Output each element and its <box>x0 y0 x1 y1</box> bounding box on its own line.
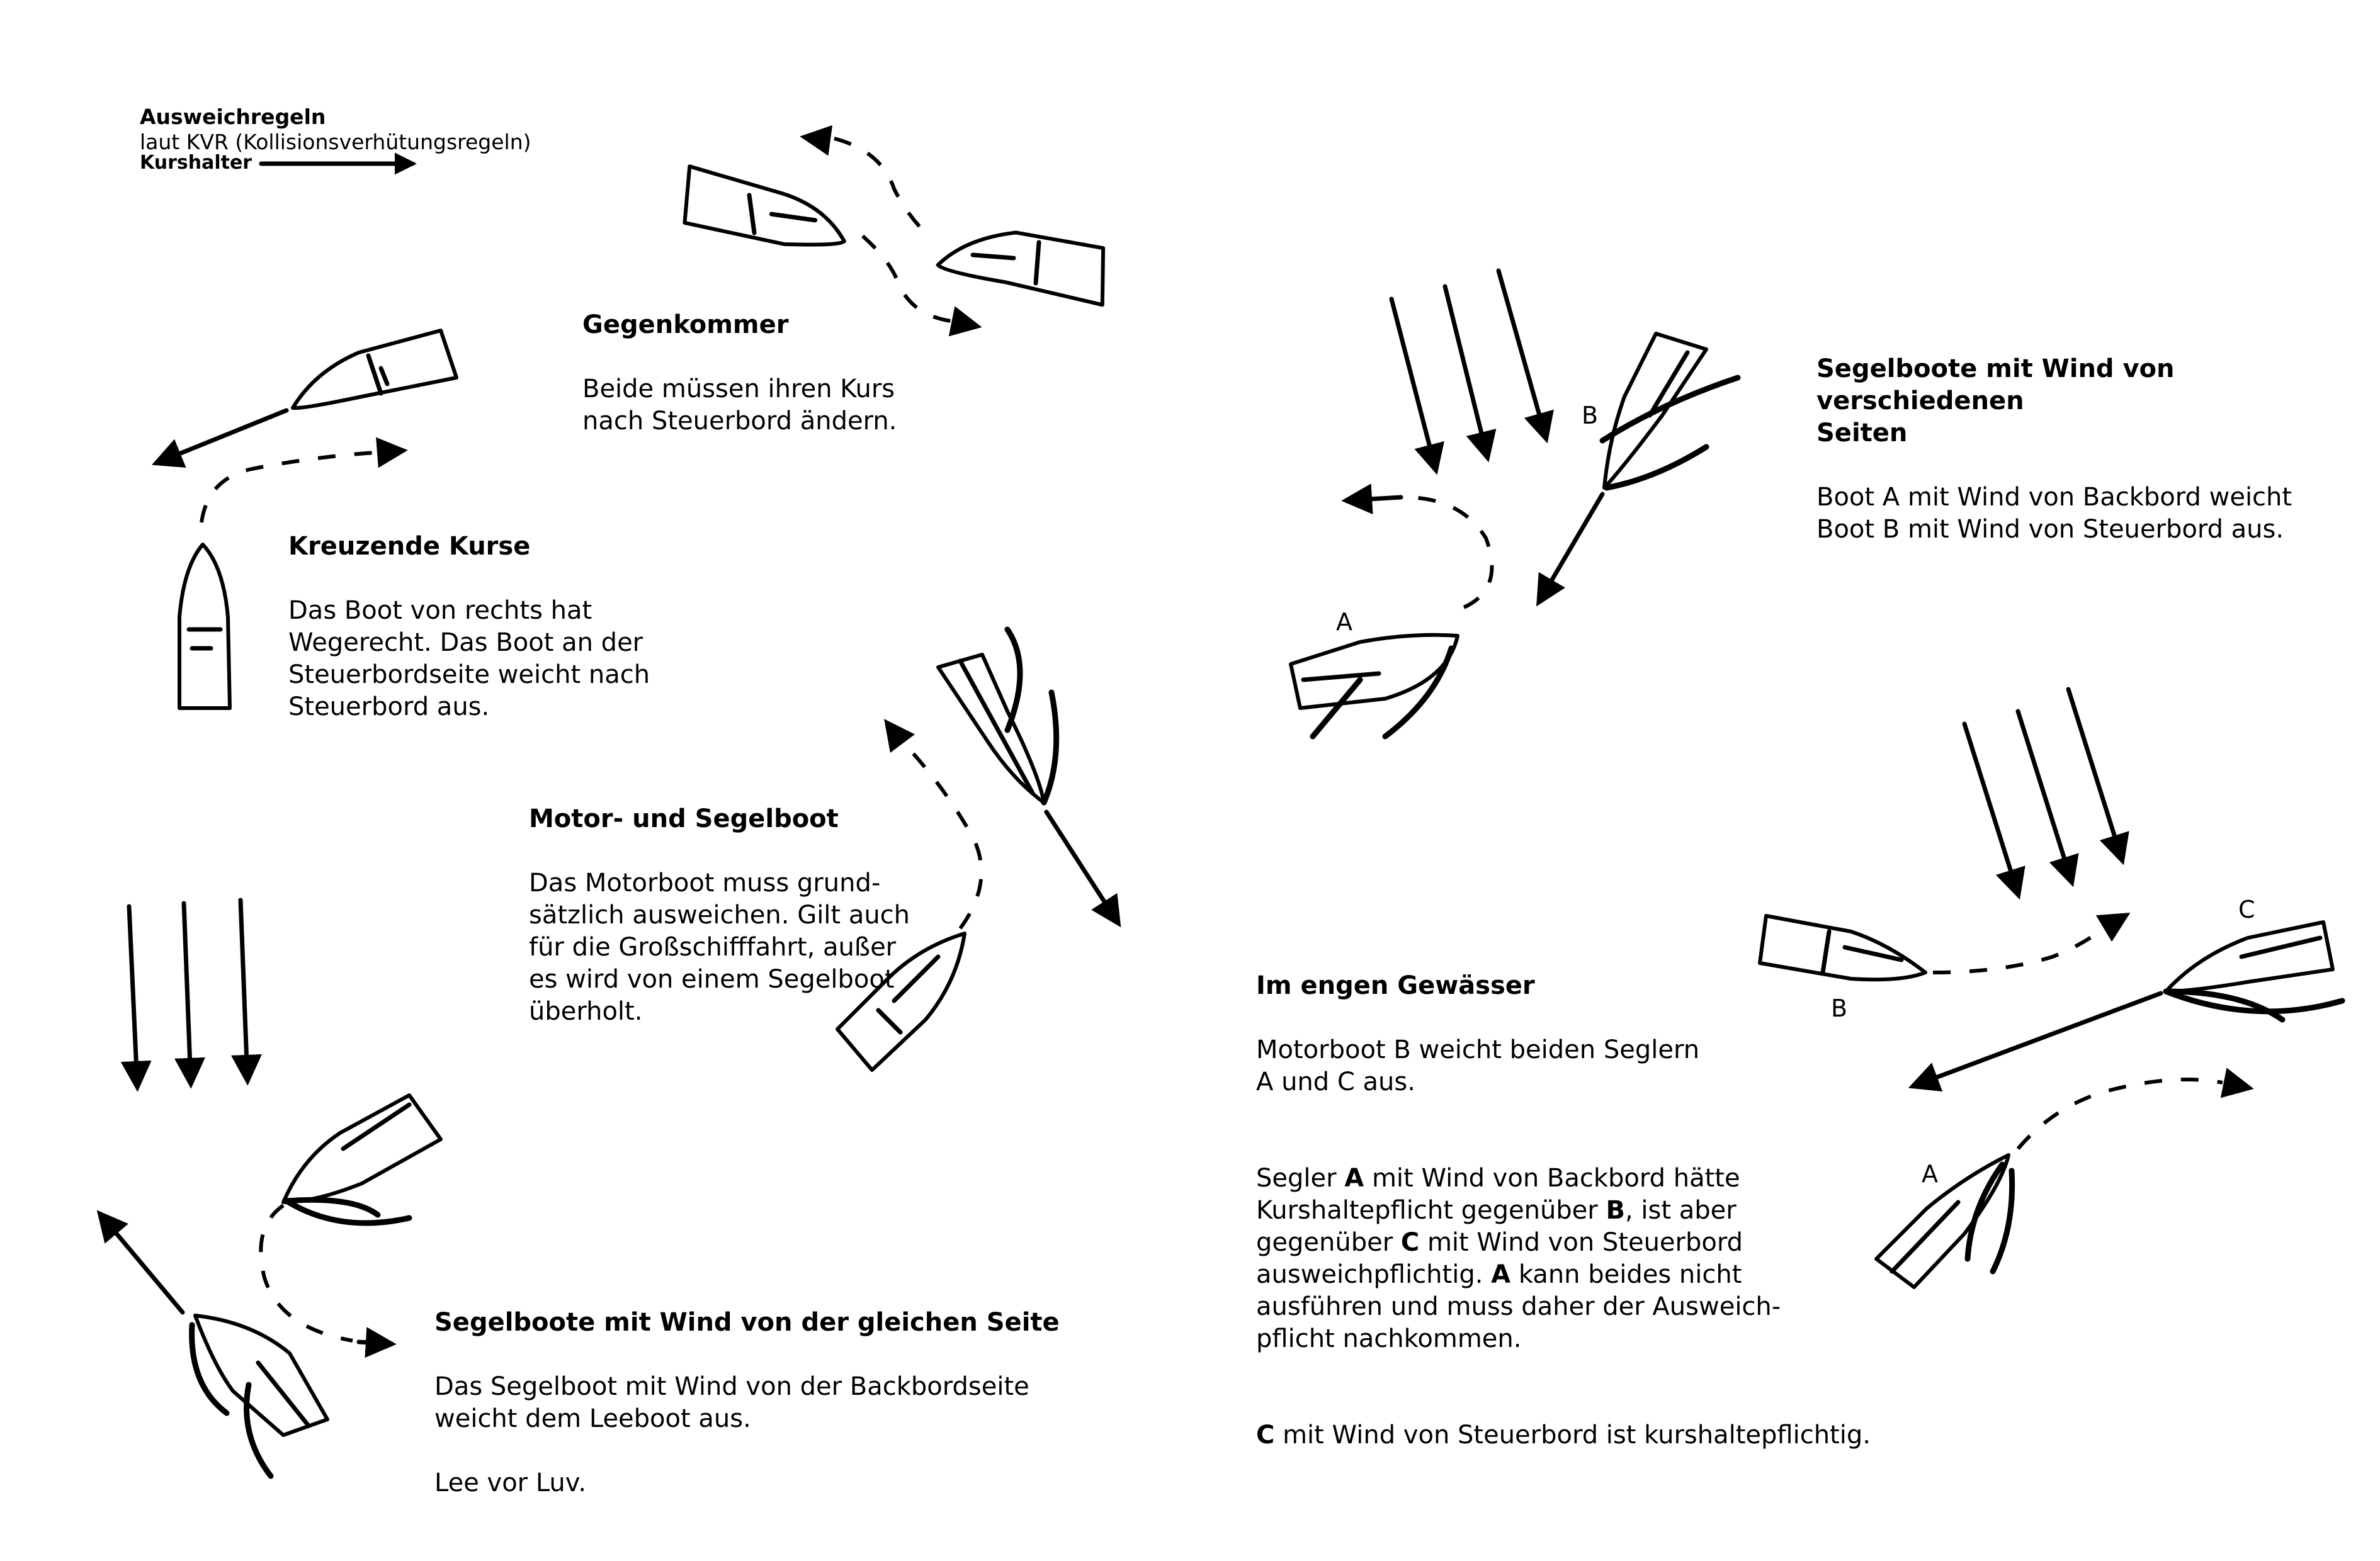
verschieden-dashed-course-a <box>1404 497 1492 607</box>
text-run: kann beides nicht ausführen und muss daher der Ausweich- pflicht nachkommen. <box>1256 1260 1781 1353</box>
engen-segler-c <box>2166 922 2342 1020</box>
page-title-rest: laut KVR (Kollisionsverhütungsregeln) <box>140 130 531 154</box>
wind-arrow-7 <box>1964 724 2018 894</box>
verschieden-arrow-b <box>1539 494 1602 601</box>
section-title: Segelboote mit Wind von verschiedenen Seiten <box>1816 354 2175 448</box>
gleiche-seite-luvboot <box>192 1316 327 1476</box>
section-title: Gegenkommer <box>582 310 789 339</box>
section-body: Das Motorboot muss grund- sätzlich ausweichen. Gilt auch für die Großschifffahrt, außer es wird von einem Segelboot überholt. <box>529 869 910 1026</box>
section-engen-gewaesser <box>1256 938 1871 1451</box>
motor-segel-dashed-course <box>904 743 982 928</box>
boat-label-a: A <box>1922 1160 1938 1188</box>
kreuzende-boat-upper <box>293 330 456 408</box>
wind-arrow-8 <box>2018 711 2071 881</box>
gleiche-seite-arrow-luvboot <box>101 1215 183 1312</box>
text-run: mit Wind von Steuerbord ist kurshaltepflichtig. <box>1274 1421 1871 1450</box>
wind-arrow-2 <box>184 903 191 1083</box>
boat-label-b: B <box>1831 995 1848 1022</box>
section-body: Das Boot von rechts hat Wegerecht. Das Boot an der Steuerbordseite weicht nach Steuerbord aus. <box>288 596 650 721</box>
text-run: , ist aber gegenüber <box>1256 1196 1737 1257</box>
kreuzende-arrow-left <box>157 410 286 463</box>
wind-arrow-3 <box>241 900 247 1079</box>
gegenkommer-boat-left <box>684 166 850 249</box>
section-paragraph-3 <box>1256 1421 1871 1450</box>
text-run-bold: B <box>1606 1196 1625 1225</box>
verschieden-boat-a <box>1291 635 1458 736</box>
section-paragraph-2 <box>1256 1164 1781 1353</box>
section-title: Motor- und Segelboot <box>529 804 839 833</box>
section-body: Boot A mit Wind von Backbord weicht Boot B mit Wind von Steuerbord aus. <box>1816 483 2292 544</box>
wind-arrow-4 <box>1391 299 1436 469</box>
page-title-bold: Ausweichregeln <box>140 104 326 129</box>
wind-arrow-6 <box>1499 271 1546 437</box>
text-run: mit Wind von Backbord hätte Kurshaltepflicht gegenüber <box>1256 1164 1740 1225</box>
legend-label: Kurshalter <box>140 152 252 174</box>
section-body: Beide müssen ihren Kurs nach Steuerbord ändern. <box>582 375 897 436</box>
section-title: Segelboote mit Wind von der gleichen Seite <box>434 1308 1060 1337</box>
verschieden-boat-b <box>1602 334 1738 488</box>
boat-label-b: B <box>1582 402 1599 429</box>
boat-label-a: A <box>1336 608 1352 636</box>
section-kreuzende-kurse <box>288 499 650 723</box>
section-motor-segelboot <box>529 771 910 1028</box>
text-run-bold: A <box>1344 1164 1364 1193</box>
kreuzende-boat-lower <box>179 544 230 708</box>
section-title: Im engen Gewässer <box>1256 971 1535 1000</box>
wind-arrow-1 <box>129 906 137 1086</box>
section-title: Kreuzende Kurse <box>288 532 531 561</box>
section-paragraph-1: Motorboot B weicht beiden Seglern A und C aus. <box>1256 1035 1700 1096</box>
text-run: Segler <box>1256 1164 1345 1193</box>
text-run-bold: C <box>1400 1228 1420 1257</box>
engen-dashed-course-b <box>1933 928 2103 972</box>
text-run-bold: A <box>1491 1260 1511 1289</box>
motor-segel-arrow-kurshalter <box>1046 812 1118 922</box>
section-body: Das Segelboot mit Wind von der Backbordseite weicht dem Leeboot aus. Lee vor Luv. <box>434 1372 1029 1497</box>
gleiche-seite-dashed-course <box>261 1205 353 1341</box>
engen-arrow-b <box>1914 993 2161 1086</box>
section-verschiedene-seiten <box>1816 321 2380 546</box>
gegenkommer-boat-right <box>936 227 1107 305</box>
text-run: mit Wind von Steuerbord ausweichpflichtig. <box>1256 1228 1743 1289</box>
gegenkommer-dashed-course-top <box>834 138 926 233</box>
text-run-bold: C <box>1256 1421 1275 1450</box>
section-gleiche-seite <box>434 1275 1060 1499</box>
engen-dashed-course-a <box>2018 1079 2223 1149</box>
page-title <box>140 79 531 155</box>
boat-label-c: C <box>2238 896 2255 923</box>
section-gegenkommer <box>582 277 897 437</box>
motor-segel-sailboat <box>938 629 1057 803</box>
gleiche-seite-leeboot <box>283 1095 441 1223</box>
wind-arrow-9 <box>2068 689 2122 859</box>
engen-segler-a <box>1876 1155 2012 1287</box>
wind-arrow-5 <box>1445 286 1487 456</box>
